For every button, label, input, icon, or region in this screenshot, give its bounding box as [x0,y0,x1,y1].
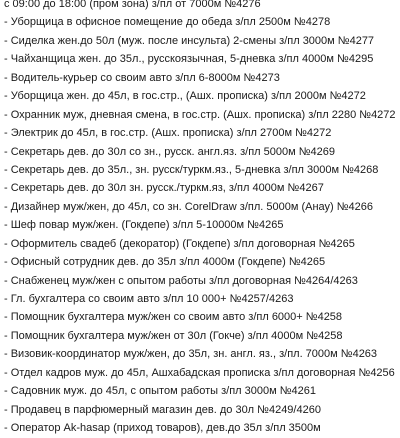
listing-line: - Электрик до 45л, в гос.стр. (Ашх. прописка) з/пл 2700м №4272 [4,127,332,140]
listing-line: - Сиделка жен.до 50л (муж. после инсульта) 2-смены з/пл 3000м №4277 [4,34,375,47]
listing-line: - Продавец в парфюмерный магазин дев. до 30л №4249/4260 [4,403,321,416]
listing-line: - Секретарь дев. до 35л., зн. русск/туркм.яз., 5-дневка з/пл 3000м №4268 [4,163,379,176]
listing-line: - Гл. бухгалтера со своим авто з/пл 10 000+ №4257/4263 [4,293,294,305]
listing-line: с 09:00 до 18:00 (пром зона) з/пл от 7000м №4276 [4,0,261,10]
listing-line: - Охранник муж, дневная смена, в гос.стр. (Ашх. прописка) з/пл 2280 №4272 [4,108,396,121]
listing-line: - Оператор Ak-hasap (приход товаров), дев.до 35л з/пл 3500м [4,422,321,435]
listing-line: - Оформитель свадеб (декоратор) (Гокдепе) з/пл договорная №4265 [4,237,355,250]
listing-line: - Уборщица жен. до 45л, в гос.стр., (Ашх. прописка) з/пл 2000м №4272 [4,90,366,103]
listing-line: - Помощник бухгалтера муж/жен от 30л (Гокче) з/пл 4000м №4258 [4,329,343,342]
listing-line: - Офисный сотрудник дев. до 35л з/пл 4000м (Гокдепе) №4265 [4,256,326,269]
listing-line: - Водитель-курьер со своим авто з/пл 6-8000м №4273 [4,71,280,84]
listing-line: - Отдел кадров муж. до 45л, Ашхабадская прописка з/пл договорная №4256 [4,366,395,379]
listing-line: - Секретарь дев. до 30л зн. русск./туркм.яз, з/пл 4000м №4267 [4,182,324,195]
listing-line: - Секретарь дев. до 30л со зн., русск. англ.яз. з/пл 5000м №4269 [4,145,336,158]
listing-line: - Дизайнер муж/жен, до 45л, со зн. CorelDraw з/пл. 5000м (Анау) №4266 [4,200,374,213]
listing-line: - Чайханщица жен. до 35л., русскоязычная, 5-дневка з/пл 4000м №4295 [4,53,374,66]
listing-line: - Садовник муж. до 45л, с опытом работы з/пл 3000м №4261 [4,385,317,398]
listing-line: - Помощник бухгалтера муж/жен со своим авто з/пл 6000+ №4258 [4,311,343,324]
listing-line: - Визовик-координатор муж/жен, до 35л, зн. англ. яз., з/пл. 7000м №4263 [4,348,378,361]
listing-line: - Снабженец муж/жен с опытом работы з/пл договорная №4264/4263 [4,274,358,287]
listing-line: - Шеф повар муж/жен. (Гокдепе) з/пл 5-10000м №4265 [4,219,284,232]
listing-line: - Уборщица в офисное помещение до обеда з/пл 2500м №4278 [4,16,331,29]
